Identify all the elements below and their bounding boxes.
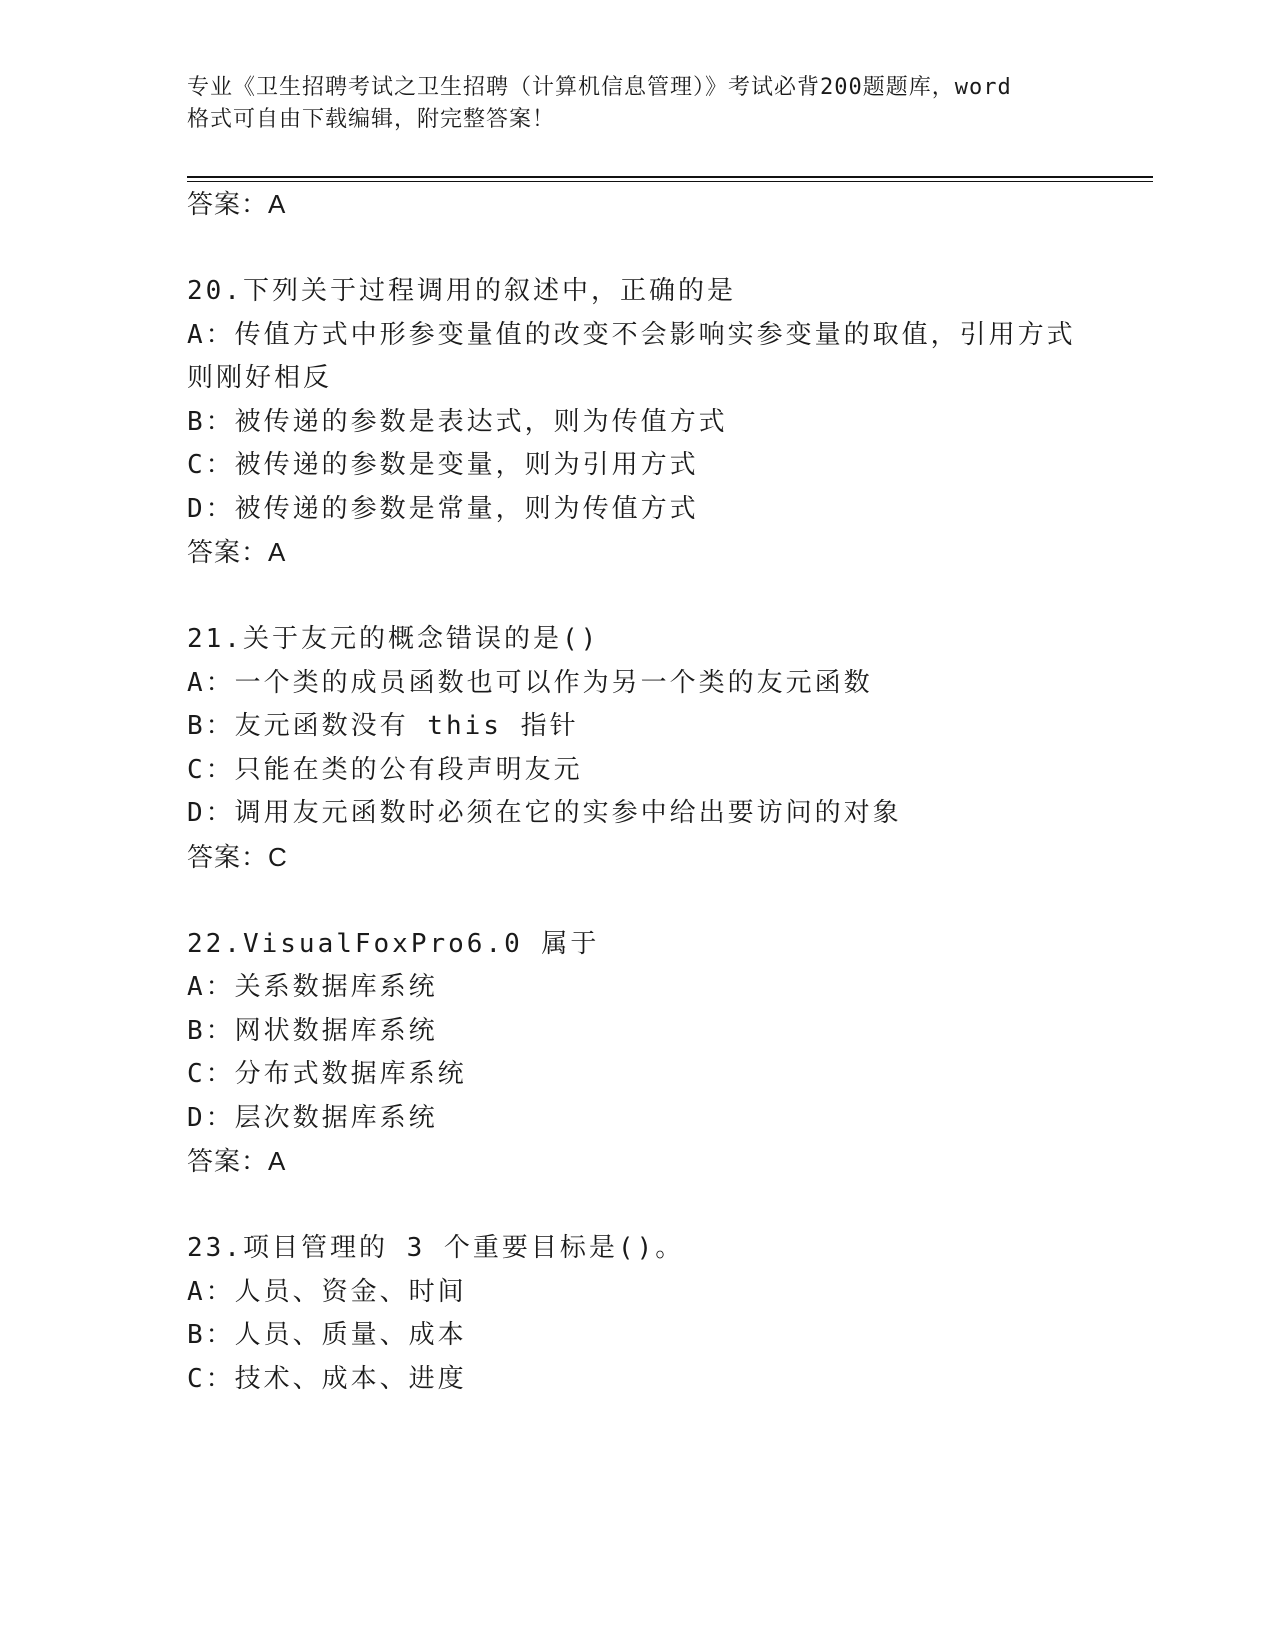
question-21-option-c: C：只能在类的公有段声明友元 <box>187 755 583 785</box>
previous-answer: 答案：A <box>187 189 287 219</box>
header-divider-thick <box>187 176 1153 178</box>
header-line-1: 专业《卫生招聘考试之卫生招聘（计算机信息管理）》考试必背200题题库，word <box>187 75 1012 100</box>
question-20-option-d: D：被传递的参数是常量，则为传值方式 <box>187 494 699 524</box>
question-20-option-a-line-1: A：传值方式中形参变量值的改变不会影响实参变量的取值，引用方式 <box>187 320 1076 350</box>
header-line-2: 格式可自由下载编辑，附完整答案！ <box>187 107 556 132</box>
question-21-option-d: D：调用友元函数时必须在它的实参中给出要访问的对象 <box>187 798 902 828</box>
question-23-option-b: B：人员、质量、成本 <box>187 1320 467 1350</box>
document-header <box>187 72 1087 136</box>
question-21-option-a: A：一个类的成员函数也可以作为另一个类的友元函数 <box>187 668 873 698</box>
question-21-option-b: B：友元函数没有 this 指针 <box>187 711 579 741</box>
question-21-answer: 答案：C <box>187 842 288 872</box>
header-divider-thin <box>187 181 1153 182</box>
question-21-stem: 21.关于友元的概念错误的是() <box>187 624 600 654</box>
question-20-option-b: B：被传递的参数是表达式，则为传值方式 <box>187 407 728 437</box>
question-20-option-a-line-2: 则刚好相反 <box>187 363 333 393</box>
question-22-option-b: B：网状数据库系统 <box>187 1016 438 1046</box>
question-23-option-a: A：人员、资金、时间 <box>187 1277 467 1307</box>
question-23-option-c: C：技术、成本、进度 <box>187 1364 467 1394</box>
question-20-option-c: C：被传递的参数是变量，则为引用方式 <box>187 450 699 480</box>
question-22-option-d: D：层次数据库系统 <box>187 1103 438 1133</box>
question-22-option-a: A：关系数据库系统 <box>187 972 438 1002</box>
question-23-stem: 23.项目管理的 3 个重要目标是()。 <box>187 1233 685 1263</box>
question-22-answer: 答案：A <box>187 1146 287 1176</box>
question-20-answer: 答案：A <box>187 537 287 567</box>
question-20-stem: 20.下列关于过程调用的叙述中，正确的是 <box>187 276 736 306</box>
question-22-stem: 22.VisualFoxPro6.0 属于 <box>187 929 600 959</box>
question-22-option-c: C：分布式数据库系统 <box>187 1059 467 1089</box>
